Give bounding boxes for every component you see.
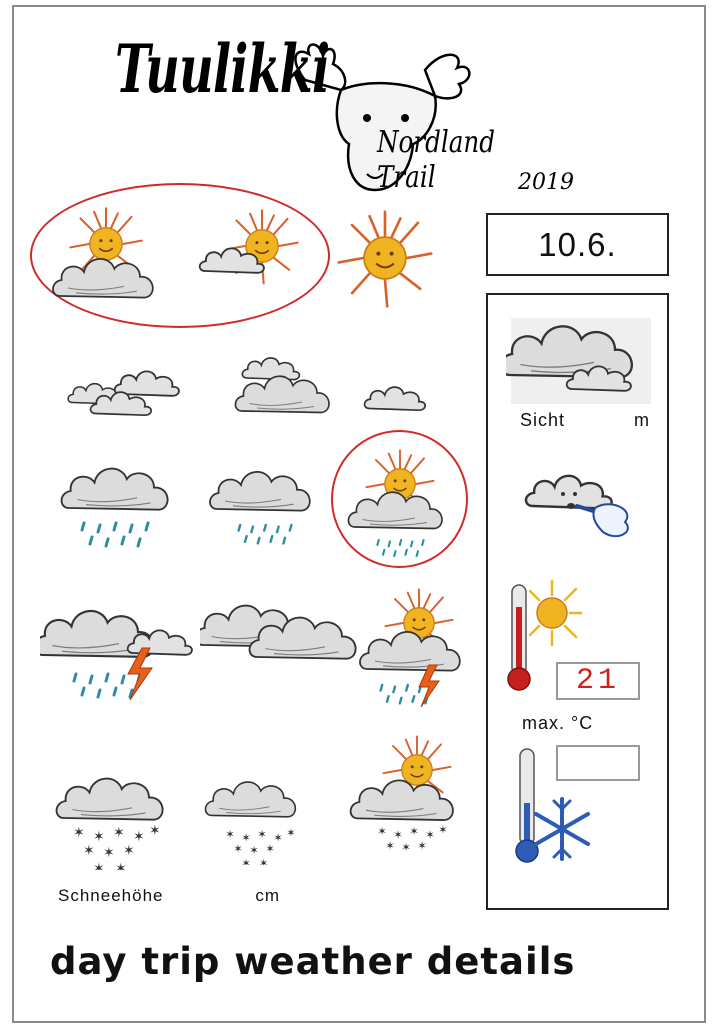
date-field[interactable]: 10.6. (486, 213, 669, 276)
max-temp-field[interactable]: 21 (556, 662, 640, 700)
broken-clouds-icon[interactable] (55, 345, 195, 425)
min-temp-field[interactable] (556, 745, 640, 781)
sun-behind-cloud-icon[interactable] (185, 200, 315, 320)
sun-thunderstorm-icon[interactable] (350, 585, 480, 715)
heavy-snow-icon[interactable] (55, 770, 175, 870)
visibility-unit: m (634, 410, 650, 430)
small-cloud-icon[interactable] (360, 380, 430, 420)
snow-depth-unit: cm (255, 886, 280, 905)
wind-icon[interactable] (516, 455, 646, 550)
sun-cloud-icon[interactable] (48, 200, 168, 320)
snow-depth-text: Schneehöhe (58, 886, 164, 905)
conditions-panel (486, 293, 669, 910)
footer-caption: day trip weather details (50, 940, 576, 983)
brand-subtitle: Nordland Trail (377, 125, 495, 195)
brand-title: Tuulikki (115, 30, 330, 108)
max-temp-label: max. °C (522, 713, 594, 733)
brand-header (115, 30, 585, 205)
thunderstorm-icon[interactable] (40, 595, 200, 705)
sun-icon[interactable] (325, 198, 445, 318)
fog-icon[interactable] (506, 313, 656, 408)
cloudy-icon[interactable] (220, 340, 350, 425)
rain-icon[interactable] (205, 455, 325, 545)
snow-icon[interactable] (200, 770, 310, 865)
brand-year: 2019 (518, 170, 574, 195)
sun-rain-icon[interactable] (340, 440, 460, 560)
sun-snow-icon[interactable] (340, 735, 475, 855)
heavy-rain-icon[interactable] (60, 455, 180, 555)
overcast-icon[interactable] (200, 592, 360, 672)
snow-depth-label (58, 886, 280, 906)
visibility-text: Sicht (520, 410, 566, 430)
visibility-label (520, 410, 650, 431)
